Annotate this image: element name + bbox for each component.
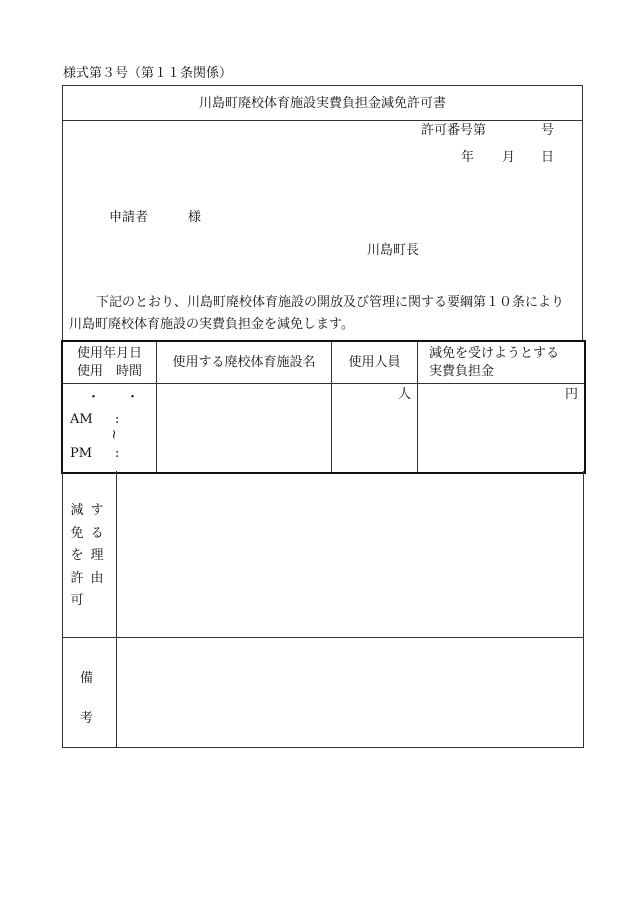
reason-divider [116,471,117,748]
remarks-char-2: 考 [80,711,94,726]
usage-date-cell [63,384,157,473]
permit-number-suffix: 号 [541,123,555,138]
permit-number-prefix: 許可番号第 [421,123,487,138]
date-year: 年 [461,150,475,165]
form-title: 川島町廃校体育施設実費負担金減免許可書 [198,96,446,111]
body-line-2: 川島町廃校体育施設の実費負担金を減免します。 [69,317,354,332]
am-colon: : [115,412,120,427]
yen-unit: 円 [564,387,578,402]
header-fee-line2: 実費負担金 [429,364,495,379]
header-fee [418,342,585,384]
fee-cell [418,384,585,473]
header-usage-date-line2: 使用 時間 [76,364,142,379]
am-label: AM [70,412,93,427]
applicant-honorific: 様 [188,210,202,225]
date-month: 月 [502,150,516,165]
header-facility-name [157,342,332,384]
pm-label: PM [70,446,93,461]
header-usage-date-line1: 使用年月日 [76,346,142,361]
pm-colon: : [115,446,120,461]
remarks-char-1: 備 [80,671,94,686]
tilde: ~ [105,429,121,440]
header-fee-line1: 減免を受けようとする [429,346,560,361]
remarks-divider [62,637,584,638]
body-line-1: 下記のとおり、川島町廃校体育施設の開放及び管理に関する要綱第１０条により [96,295,565,310]
usage-table [62,341,585,473]
issuer: 川島町長 [367,243,420,258]
persons-cell [332,384,418,473]
date-dots: ・ ・ [87,390,140,405]
title-box [62,85,583,121]
header-persons [332,342,418,384]
persons-unit: 人 [397,387,411,402]
facility-name-cell [157,384,332,473]
form-label: 様式第３号（第１１条関係） [63,66,233,81]
header-usage-date [63,342,157,384]
reason-column-a: 減免を許可 [70,503,84,608]
date-day: 日 [541,150,555,165]
reason-column-b: する理由 [90,503,104,586]
applicant-label: 申請者 [109,210,149,225]
header-persons-text: 使用人員 [348,355,401,370]
header-facility-name-text: 使用する廃校体育施設名 [172,355,316,370]
reason-remarks-box [62,471,584,748]
